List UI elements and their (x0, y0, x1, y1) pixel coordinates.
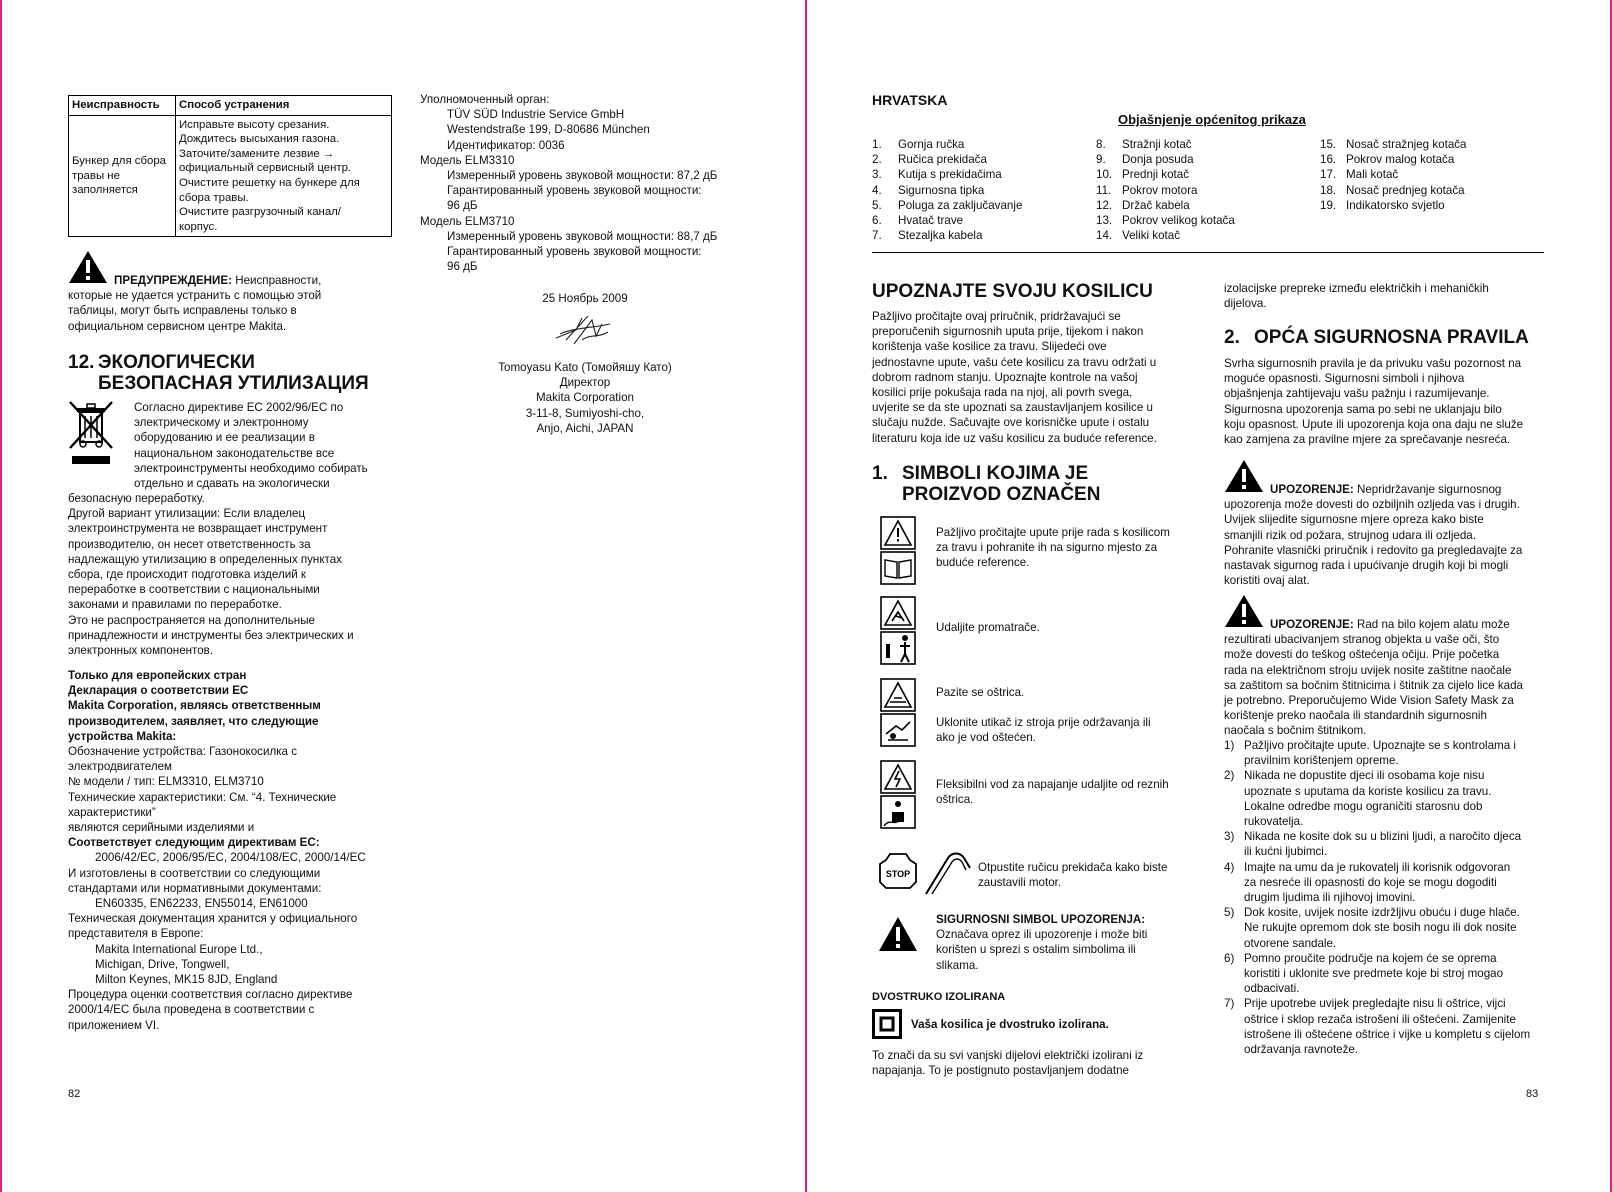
notified-body-line: Гарантированный уровень звуковой мощности: (447, 245, 702, 259)
note-line: izolacijske prepreke između električkih i mehaničkih (1224, 282, 1489, 295)
parts-list-col-2 (1096, 137, 1316, 243)
safety-rule-item (1224, 738, 1554, 768)
rule-line: Nikada ne dopustite djeci ili osobama koje nisu (1244, 769, 1485, 783)
notified-body-line: Модель ELM3710 (420, 214, 515, 228)
parts-item-label: Sigurnosna tipka (898, 183, 985, 197)
warning-line: može dovesti do teškog oštećenja očiju. Prije početka (1224, 648, 1500, 662)
parts-item-label: Gornja ručka (898, 138, 965, 151)
warning-line: upozorenja može dovesti do ozbiljnih ozljeda vas i drugih. (1224, 498, 1520, 512)
section-number: 2. (1224, 327, 1240, 348)
rule-line: Nikada ne kosite dok su u blizini ljudi, a naročito djeca (1244, 830, 1522, 844)
rule-line: drugim ljudima ili njihovoj imovini. (1244, 891, 1416, 905)
parts-list-item (1096, 198, 1316, 213)
note-line: napajanja. To je postignuto postavljanjem dodatne (872, 1064, 1129, 1078)
eco-line: национальном законодательстве все (134, 446, 335, 460)
eco-line: Другой вариант утилизации: Если владелец (68, 507, 306, 521)
eco-text-beside-icon (134, 400, 414, 491)
rule-line: Prije upotrebe uvijek pregledajte nisu li oštrice, vijci (1244, 997, 1506, 1011)
overview-title: Objašnjenje općenitog prikaza (1118, 112, 1306, 127)
parts-list-item (1096, 152, 1316, 167)
declaration-line: 2006/42/EC, 2006/95/EC, 2004/108/EC, 2000/14/EC (95, 851, 366, 865)
read-manual-symbol (880, 516, 916, 591)
rule-number: 2) (1224, 769, 1235, 783)
eco-line: производителю, он несет ответственность за (68, 537, 311, 551)
parts-list-item (1320, 167, 1550, 182)
parts-item-number: 9. (1096, 153, 1106, 167)
eco-line: электрическому и электронному (134, 416, 309, 430)
declaration-line: И изготовлены в соответствии со следующими (68, 866, 321, 880)
eco-line: переработке в соответствии с национальными (68, 583, 320, 597)
rule-line: otvorene sandale. (1244, 936, 1337, 950)
safety-rules-list (1224, 738, 1554, 1057)
parts-item-label: Hvatač trave (898, 213, 964, 227)
warning-line: Uvijek slijedite sigurnosne mjere opreza kako biste (1224, 513, 1484, 527)
section-1-heading (872, 463, 1192, 505)
warning-label: UPOZORENJE: (1270, 618, 1354, 631)
eco-line: сбора, где происходит подготовка изделий к (68, 568, 307, 582)
know-your-mower-text (872, 309, 1192, 446)
rule-line: upoznate s uputama da koriste kosilicu za travu. (1244, 784, 1492, 798)
rule-line: Pomno proučite područje na kojem će se oprema (1244, 951, 1497, 965)
safety-rule-item (1224, 768, 1554, 829)
section-number: 1. (872, 463, 888, 484)
eco-line: электроинструменты необходимо собирать (134, 461, 368, 475)
warning-line: rezultirati ubacivanjem stranog objekta u vaše oči, što (1224, 633, 1500, 647)
warning-line: naočala s bočnim štitnikom. (1224, 724, 1367, 738)
blades-symbol (880, 678, 916, 753)
warning-line: sa zaštitom sa bočnim štitnicima i štitnik za cijelo lice kada (1224, 678, 1523, 692)
rule-line: održavanja ravnoteže. (1244, 1043, 1359, 1057)
section-12-heading (68, 352, 408, 394)
crossed-bin-icon (68, 400, 114, 471)
parts-list-item (872, 198, 1092, 213)
parts-list-col-1 (872, 137, 1092, 243)
rule-line: za nesreće ili opasnosti do koje se mogu dogoditi (1244, 875, 1497, 889)
parts-item-number: 5. (872, 198, 882, 212)
parts-item-label: Pokrov malog kotača (1346, 153, 1455, 167)
rule-line: Ne rukujte opremom dok ste bosih nogu ili dok nosite (1244, 921, 1517, 935)
declaration-line: Техническая документация хранится у официального (68, 912, 358, 926)
section-title-line: БЕЗОПАСНАЯ УТИЛИЗАЦИЯ (98, 373, 369, 394)
declaration-line: электродвигателем (68, 760, 173, 774)
declaration-line: устройства Makita: (68, 729, 177, 743)
notified-body-line: 96 дБ (447, 260, 478, 274)
warning-line: nastavak sigurnog rada i upućivanje drugih koji bi mogli (1224, 559, 1509, 573)
left-page-edge (0, 0, 2, 1192)
eco-line: законами и правилами по переработке. (68, 598, 282, 612)
parts-item-label: Indikatorsko svjetlo (1346, 198, 1445, 212)
symbol-line: Uklonite utikač iz stroja prije održavanja ili (936, 716, 1151, 729)
parts-item-label: Stražnji kotač (1122, 138, 1192, 151)
rule-line: pravilnim korištenjem opreme. (1244, 754, 1399, 768)
warning-line: rada na električnom stroju uvijek nosite zaštitne naočale (1224, 663, 1512, 677)
ec-declaration (68, 668, 413, 1033)
remedy-line: Дождитесь высыхания газона. (179, 133, 340, 146)
remedy-line: сбора травы. (179, 191, 249, 204)
parts-item-number: 17. (1320, 168, 1337, 182)
general-line: moguće opasnosti. Sigurnosni simboli i njihova (1224, 372, 1465, 386)
declaration-line: Makita Corporation, являясь ответственным (68, 699, 321, 713)
parts-list-item (1096, 167, 1316, 182)
safety-rule-item (1224, 860, 1554, 906)
safety-alert-title: SIGURNOSNI SIMBOL UPOZORENJA: (936, 913, 1146, 926)
remedy-line: Исправьте высоту срезания. (179, 118, 330, 131)
safety-alert-text (936, 912, 1196, 973)
parts-item-label: Pokrov velikog kotača (1122, 213, 1235, 227)
warning-first: Rad na bilo kojem alatu može (1356, 618, 1510, 631)
parts-item-number: 4. (872, 183, 882, 197)
parts-list-item (872, 213, 1092, 228)
double-insulated-heading: DVOSTRUKO IZOLIRANA (872, 991, 1006, 1003)
declaration-line: Только для европейских стран (68, 669, 247, 682)
general-safety-text (1224, 356, 1554, 447)
parts-list-item (1320, 198, 1550, 213)
warning-label: ПРЕДУПРЕЖДЕНИЕ: (114, 274, 232, 287)
declaration-line: Обозначение устройства: Газонокосилка с (68, 745, 298, 759)
parts-list-item (1096, 213, 1316, 228)
eco-line: электронных компонентов. (68, 644, 214, 658)
warning-line: официальном сервисном центре Makita. (68, 319, 287, 333)
eco-line: безопасную переработку. (68, 492, 205, 505)
parts-item-number: 7. (872, 229, 882, 243)
safety-rule-item (1224, 951, 1554, 997)
remedy-line: Очистите решетку на бункере для (179, 176, 360, 189)
symbol-line: za travu i pohranite ih na sigurno mjesto za (936, 541, 1158, 555)
parts-item-number: 3. (872, 168, 882, 182)
warning-line: Pohranite vlasnički priručnik i redovito ga pregledavajte za (1224, 543, 1523, 557)
know-line: preporučenih sigurnosnih uputa prije, tijekom i nakon (872, 325, 1144, 339)
notified-body-line: Измеренный уровень звуковой мощности: 87,2 дБ (447, 169, 718, 183)
eco-line: электроинструмента не возвращает инструмент (68, 522, 328, 536)
section-title: OPĆA SIGURNOSNA PRAVILA (1254, 327, 1529, 348)
parts-item-label: Kutija s prekidačima (898, 168, 1002, 182)
rule-line: oštrice i sklop rezača istrošeni ili oštećeni. Zamijenite (1244, 1012, 1516, 1026)
declaration-line: Процедура оценки соответствия согласно директиве (68, 988, 353, 1002)
declaration-line: производителем, заявляет, что следующие (68, 714, 319, 728)
remedy-line: Очистите разгрузочный канал/ (179, 206, 341, 219)
parts-list-item (872, 228, 1092, 243)
parts-item-number: 14. (1096, 229, 1113, 243)
bystanders-text: Udaljite promatrače. (936, 621, 1040, 634)
rule-number: 4) (1224, 860, 1235, 874)
left-warning (68, 250, 398, 334)
page-number-left: 82 (68, 1088, 81, 1100)
general-line: objašnjenja zahtijevaju vašu pažnju i razumijevanje. (1224, 387, 1490, 401)
symbol-line: Označava oprez ili upozorenje i može biti (936, 928, 1148, 942)
signatory-line: Директор (559, 376, 611, 390)
parts-item-number: 8. (1096, 138, 1106, 151)
warning-first: Nepridržavanje sigurnosnog (1356, 483, 1502, 496)
declaration-line: являются серийными изделиями и (68, 821, 255, 835)
section-title-line: ЭКОЛОГИЧЕСКИ (98, 352, 255, 373)
rule-number: 3) (1224, 830, 1235, 844)
unplug-text (936, 715, 1196, 745)
know-line: jednostavne upute, vašu ćete kosilicu za travu održati u (872, 355, 1157, 369)
eco-line: надлежащую утилизацию в определенных пунктах (68, 552, 342, 566)
warning-triangle-icon (1224, 594, 1264, 632)
know-line: uvjerite se da ste upoznati sa zaustavljanjem kosilice u (872, 401, 1153, 415)
declaration-line: характеристики” (68, 805, 156, 819)
double-insulated-icon (872, 1009, 902, 1044)
parts-item-label: Držač kabela (1122, 198, 1190, 212)
parts-item-number: 10. (1096, 168, 1113, 182)
parts-list-item (1320, 152, 1550, 167)
signatory (420, 360, 750, 436)
warning-line: которые не удается устранить с помощью этой (68, 289, 322, 303)
warning-line: таблицы, могут быть исправлены только в (68, 304, 297, 318)
symbol-line: slikama. (936, 958, 979, 972)
eco-line: оборудованию и ее реализации в (134, 431, 315, 445)
eco-line: принадлежности и инструменты без электрических и (68, 628, 354, 642)
rule-line: Dok kosite, uvijek nosite izdržljivu obuću i duge hlače. (1244, 906, 1520, 920)
know-your-mower-heading: UPOZNAJTE SVOJU KOSILICU (872, 281, 1153, 302)
symbol-line: oštrica. (936, 793, 974, 807)
know-line: slučaju nužde. Sačuvajte ove korisničke upute i ostalu (872, 416, 1150, 430)
symbol-line: Pažljivo pročitajte upute prije rada s kosilicom (936, 526, 1170, 539)
remedy-line: официальный сервисный центр. (179, 162, 352, 175)
parts-list-item (1320, 183, 1550, 198)
know-line: dobrom radnom stanju. Upoznajte kontrole na vašoj (872, 370, 1138, 384)
rule-line: istrošene ili oštećene oštrice i vijke u kompletu s cijelom (1244, 1027, 1531, 1041)
general-line: Sigurnosna upozorenja sama po sebi ne uklanjaju bilo (1224, 402, 1502, 416)
know-line: literaturu koja ide uz vašu kosilicu za buduće reference. (872, 431, 1157, 445)
warning-triangle-icon (68, 250, 108, 288)
warning-line: smanjili rizik od požara, strujnog udara ili ozljeda. (1224, 528, 1476, 542)
parts-item-label: Poluga za zaključavanje (898, 198, 1023, 212)
declaration-line: представителя в Европе: (68, 927, 204, 941)
declaration-line: Makita International Europe Ltd., (95, 942, 263, 956)
table-header-fault: Неисправность (69, 96, 176, 116)
declaration-line: EN60335, EN62233, EN55014, EN61000 (95, 897, 308, 911)
rule-line: odbacivati. (1244, 982, 1300, 996)
signatory-line: Tomoyasu Kato (Томойяшу Като) (498, 361, 672, 374)
rule-line: ili kućni ljubimci. (1244, 845, 1328, 859)
notified-body-line: Westendstraße 199, D-80686 München (447, 123, 650, 137)
stop-symbol (876, 848, 972, 903)
declaration-line: Michigan, Drive, Tongwell, (95, 957, 230, 971)
note-line: To znači da su svi vanjski dijelovi električki izolirani iz (872, 1049, 1144, 1062)
eco-line: Согласно директиве ЕС 2002/96/ЕС по (134, 401, 344, 414)
symbol-line: Fleksibilni vod za napajanje udaljite od reznih (936, 778, 1169, 791)
declaration-line: Milton Keynes, MK15 8JD, England (95, 973, 278, 987)
parts-list-item (1096, 137, 1316, 152)
section-2-heading (1224, 327, 1529, 348)
eco-text (68, 491, 408, 658)
safety-rule-item (1224, 829, 1554, 859)
symbol-line: buduće reference. (936, 556, 1030, 570)
stop-sign-label: STOP (885, 869, 911, 879)
warning-first: Неисправности, (235, 274, 322, 287)
general-line: koju opasnost. Upute ili upozorenja koja ona daju ne služe (1224, 417, 1524, 431)
parts-list-item (872, 137, 1092, 152)
rule-number: 7) (1224, 997, 1235, 1011)
parts-item-number: 11. (1096, 183, 1112, 197)
eco-line: Это не распространяется на дополнительные (68, 613, 315, 627)
remedy-line: Заточите/замените лезвие → (179, 147, 335, 160)
signature-icon (552, 310, 614, 351)
symbol-line: korišten u sprezi s ostalim simbolima ili (936, 943, 1136, 957)
remedy-line: корпус. (179, 220, 218, 233)
declaration-date: 25 Ноябрь 2009 (542, 292, 628, 305)
warning-label: UPOZORENJE: (1270, 483, 1354, 496)
parts-item-number: 2. (872, 153, 882, 167)
rule-line: Pažljivo pročitajte upute. Upoznajte se s kontrolama i (1244, 739, 1516, 752)
signatory-line: Anjo, Aichi, JAPAN (536, 421, 634, 435)
declaration-line: Технические характеристики: См. “4. Технические (68, 790, 337, 804)
parts-item-label: Prednji kotač (1122, 168, 1190, 182)
notified-body-line: Модель ELM3310 (420, 153, 515, 167)
troubleshooting-table (68, 95, 392, 237)
warning-line: je potrebno. Preporučujemo Wide Vision Safety Mask za (1224, 694, 1514, 708)
insulation-continuation (1224, 281, 1554, 311)
parts-list-item (872, 183, 1092, 198)
parts-item-number: 12. (1096, 198, 1113, 212)
parts-list-item (872, 152, 1092, 167)
declaration-line: приложением VI. (68, 1018, 160, 1032)
notified-body-line: Измеренный уровень звуковой мощности: 88,7 дБ (447, 229, 718, 243)
parts-item-label: Ručica prekidača (898, 153, 987, 167)
parts-list-col-3 (1320, 137, 1550, 213)
safety-rule-item (1224, 905, 1554, 951)
cable-symbol (880, 760, 916, 835)
safety-alert-icon (878, 916, 918, 957)
parts-item-label: Donja posuda (1122, 153, 1194, 167)
parts-item-label: Stezaljka kabela (898, 229, 983, 243)
troubleshooting-table-wrap (68, 95, 392, 237)
parts-item-number: 19. (1320, 198, 1337, 212)
page-spine (805, 0, 807, 1192)
parts-item-number: 6. (872, 213, 882, 227)
rule-number: 1) (1224, 739, 1235, 752)
declaration-line: стандартами или нормативными документами: (68, 881, 322, 895)
parts-list-item (1320, 137, 1550, 152)
language-heading: HRVATSKA (872, 92, 948, 108)
rule-line: Imajte na umu da je rukovatelj ili korisnik odgovoran (1244, 860, 1511, 874)
table-cell-fault: Бункер для сбора травы не заполняется (69, 115, 176, 237)
parts-list-item (1096, 183, 1316, 198)
note-line: dijelova. (1224, 297, 1267, 311)
section-number: 12. (68, 352, 95, 373)
parts-list-item (872, 167, 1092, 182)
notified-body (420, 92, 750, 274)
general-line: Svrha sigurnosnih pravila je da privuku vašu pozornost na (1224, 357, 1522, 370)
read-manual-text (936, 525, 1196, 571)
section-title-line: SIMBOLI KOJIMA JE (902, 463, 1089, 484)
table-cell-remedy (176, 115, 392, 237)
notified-body-line: 96 дБ (447, 199, 478, 213)
parts-item-label: Pokrov motora (1122, 183, 1198, 197)
parts-item-number: 1. (872, 138, 882, 151)
warning-line: korištenje preko naočala ili standardnih sigurnosnih (1224, 709, 1487, 723)
warning-triangle-icon (1224, 459, 1264, 497)
warning-line: koristiti ovaj alat. (1224, 574, 1310, 588)
rule-number: 6) (1224, 951, 1235, 965)
cable-text (936, 777, 1196, 807)
symbol-line: Otpustite ručicu prekidača kako biste (978, 861, 1168, 874)
signatory-line: 3-11-8, Sumiyoshi-cho, (525, 406, 645, 420)
notified-body-line: Гарантированный уровень звуковой мощности: (447, 184, 702, 198)
parts-item-label: Veliki kotač (1122, 229, 1180, 243)
symbol-line: zaustavili motor. (978, 876, 1062, 890)
bystanders-symbol (880, 596, 916, 671)
table-header-remedy: Способ устранения (176, 96, 392, 116)
know-line: korištenja vaše kosilice za travu. Slijedeći ove (872, 340, 1107, 354)
section-title-line: PROIZVOD OZNAČEN (902, 484, 1101, 505)
general-line: kao zamjena za pravilne mjere za sprečavanje nesreća. (1224, 433, 1511, 447)
notified-body-line: TÜV SÜD Industrie Service GmbH (447, 108, 625, 122)
know-line: Pažljivo pročitajte ovaj priručnik, pridržavajući se (872, 310, 1121, 323)
signatory-line: Makita Corporation (536, 391, 634, 405)
parts-list-item (1096, 228, 1316, 243)
declaration-line: № модели / тип: ELM3310, ELM3710 (68, 775, 264, 789)
warning-block-1 (1224, 459, 1554, 588)
parts-item-number: 18. (1320, 183, 1337, 197)
declaration-line: Соответствует следующим директивам ЕС: (68, 836, 320, 850)
rule-line: rukovatelja. (1244, 815, 1304, 829)
parts-item-label: Nosač stražnjeg kotača (1346, 138, 1467, 151)
symbol-line: ako je vod oštećen. (936, 731, 1036, 745)
page-number-right: 83 (1526, 1088, 1539, 1100)
rule-number: 5) (1224, 906, 1235, 920)
declaration-line: Декларация о соответствии ЕС (68, 684, 249, 698)
eco-line: отдельно и сдавать на экологически (134, 477, 330, 491)
parts-item-number: 16. (1320, 153, 1337, 167)
warning-block-2 (1224, 594, 1554, 739)
blades-text: Pazite se oštrica. (936, 686, 1025, 699)
parts-item-number: 13. (1096, 213, 1113, 227)
parts-item-label: Mali kotač (1346, 168, 1399, 182)
know-line: kosilici prije pokušaja rada na njoj, ali povrh svega, (872, 386, 1133, 400)
notified-body-line: Уполномоченный орган: (420, 93, 550, 106)
declaration-line: 2000/14/EC была проведена в соответствии с (68, 1003, 315, 1017)
parts-item-label: Nosač prednjeg kotača (1346, 183, 1465, 197)
parts-item-number: 15. (1320, 138, 1337, 151)
rule-line: koristiti i uklonite sve predmete koje bi stroj mogao (1244, 967, 1504, 981)
header-divider (872, 252, 1544, 253)
double-insulated-note (872, 1048, 1192, 1078)
rule-line: Lokalne odredbe mogu ograničiti starosnu dob (1244, 799, 1483, 813)
stop-text (978, 860, 1198, 890)
notified-body-line: Идентификатор: 0036 (447, 138, 565, 152)
double-insulated-text: Vaša kosilica je dvostruko izolirana. (911, 1018, 1109, 1031)
safety-rule-item (1224, 996, 1554, 1057)
